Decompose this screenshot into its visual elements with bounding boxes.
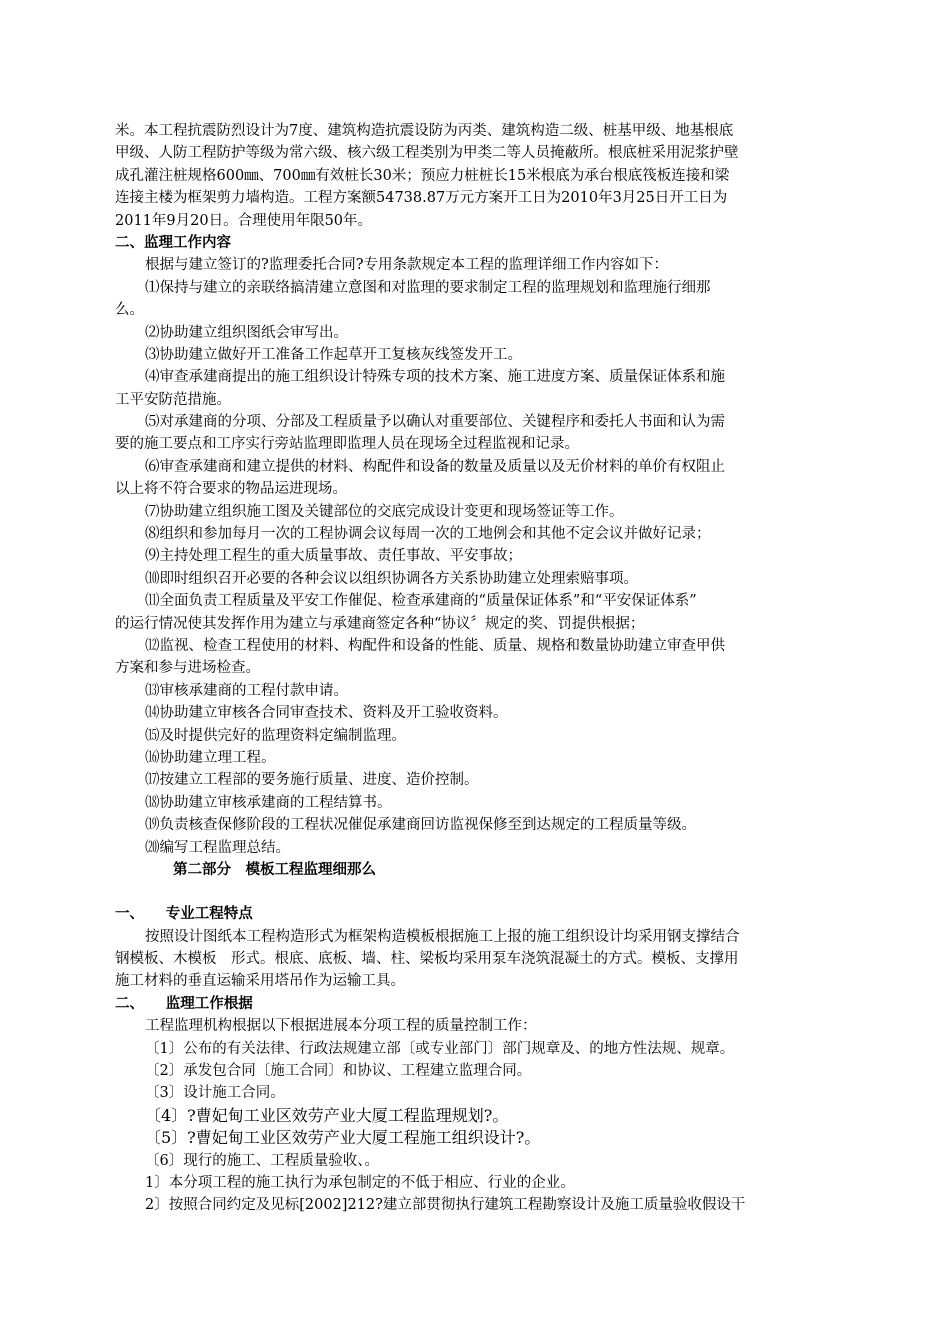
list-item: ⑻组织和参加每月一次的工程协调会议每周一次的工地例会和其他不定会议并做好记录； — [145, 526, 711, 543]
list-item-continuation: 的运行情况使其发挥作用为建立与承建商签定各种“协议〞规定的奖、罚提供根据； — [115, 615, 645, 632]
intro-line: 米。本工程抗震防烈设计为7度、建筑构造抗震设防为丙类、建筑构造二级、桩基甲级、地基根底 — [115, 123, 734, 139]
intro-line: 成孔灌注桩规格600㎜、700㎜有效桩长30米；预应力桩桩长15米根底为承台根底筏板连接和梁 — [115, 167, 730, 184]
list-item-continuation: 以上将不符合要求的物品运进现场。 — [115, 481, 347, 498]
list-item: ⑵协助建立组织图纸会审写出。 — [145, 324, 348, 341]
list-item: ⑴保持与建立的亲联络搞清建立意图和对监理的要求制定工程的监理规划和监理施行细那 — [145, 279, 711, 296]
list-item: ⒀审核承建商的工程付款申请。 — [145, 682, 348, 699]
list-item: ⒃协助建立理工程。 — [145, 749, 276, 766]
basis-item: 〔5〕?曹妃甸工业区效劳产业大厦工程施工组织设计?。 — [145, 1128, 541, 1148]
list-item: ⑹审查承建商和建立提供的材料、构配件和设备的数量及质量以及无价材料的单价有权阻止 — [145, 458, 725, 475]
list-item: ⑿监视、检查工程使用的材料、构配件和设备的性能、质量、规格和数量协助建立审查甲供 — [145, 637, 725, 654]
basis-item: 〔6〕现行的施工、工程质量验收、。 — [145, 1152, 379, 1169]
list-item: ⑷审查承建商提出的施工组织设计特殊专项的技术方案、施工进度方案、质量保证体系和施 — [145, 369, 725, 386]
paragraph: 根据与建立签订的?监理委托合同?专用条款规定本工程的监理详细工作内容如下： — [145, 257, 669, 274]
list-item-continuation: 工平安防范措施。 — [115, 391, 231, 408]
list-item: ⑼主持处理工程生的重大质量事故、责任事故、平安事故； — [145, 548, 522, 565]
document-page — [115, 120, 837, 1217]
basis-item: 〔4〕?曹妃甸工业区效劳产业大厦工程监理规划?。 — [145, 1105, 509, 1125]
list-item: ⒅协助建立审核承建商的工程结算书。 — [145, 794, 392, 811]
intro-line: 连接主楼为框架剪力墙构造。工程方案额54738.87万元方案开工日为2010年3月25日开工日为 — [115, 190, 728, 207]
list-item: ⑶协助建立做好开工准备工作起草开工复核灰线签发开工。 — [145, 346, 522, 363]
paragraph-line: 钢模板、木模板 形式。根底、底板、墙、柱、梁板均采用泵车浇筑混凝土的方式。模板、支撑用 — [115, 951, 739, 968]
basis-item: 〔1〕公布的有关法律、行政法规建立部〔或专业部门〕部门规章及、的地方性法规、规章。 — [145, 1040, 735, 1057]
list-item: ⒁协助建立审核各合同审查技术、资料及开工验收资料。 — [145, 705, 508, 722]
basis-item: 1〕本分项工程的施工执行为承包制定的不低于相应、行业的企业。 — [145, 1174, 575, 1191]
basis-item: 2〕按照合同约定及见标[2002]212?建立部贯彻执行建筑工程勘察设计及施工质量验收假设干 — [145, 1197, 746, 1214]
paragraph: 工程监理机构根据以下根据进展本分项工程的质量控制工作： — [145, 1018, 537, 1035]
list-item: ⑸对承建商的分项、分部及工程质量予以确认对重要部位、关键程序和委托人书面和认为需 — [145, 414, 725, 431]
section-heading: 二、 监理工作根据 — [115, 995, 253, 1012]
spacer — [115, 881, 837, 903]
section-heading: 二、监理工作内容 — [115, 234, 231, 251]
list-item-continuation: 么。 — [115, 302, 144, 319]
list-item-continuation: 要的施工要点和工序实行旁站监理即监理人员在现场全过程监视和记录。 — [115, 436, 579, 453]
list-item: ⑽即时组织召开必要的各种会议以组织协调各方关系协助建立处理索赔事项。 — [145, 570, 638, 587]
paragraph-line: 施工材料的垂直运输采用塔吊作为运输工具。 — [115, 973, 405, 990]
basis-item: 〔2〕承发包合同〔施工合同〕和协议、工程建立监理合同。 — [145, 1063, 532, 1080]
list-item: ⑺协助建立组织施工图及关键部位的交底完成设计变更和现场签证等工作。 — [145, 503, 624, 520]
list-item: ⑾全面负责工程质量及平安工作催促、检查承建商的“质量保证体系”和“平安保证体系” — [145, 593, 697, 610]
basis-item: 〔3〕设计施工合同。 — [145, 1085, 285, 1102]
part-title: 第二部分 模板工程监理细那么 — [173, 861, 376, 878]
paragraph-line: 按照设计图纸本工程构造形式为框架构造模板根据施工上报的施工组织设计均采用钢支撑结合 — [145, 928, 740, 945]
list-item-continuation: 方案和参与进场检查。 — [115, 660, 260, 677]
intro-line: 2011年9月20日。合理使用年限50年。 — [115, 212, 373, 229]
intro-line: 甲级、人防工程防护等级为常六级、核六级工程类别为甲类二等人员掩蔽所。根底桩采用泥浆护壁 — [115, 145, 739, 162]
section-heading: 一、 专业工程特点 — [115, 906, 253, 923]
list-item: ⒆负责核查保修阶段的工程状况催促承建商回访监视保修至到达规定的工程质量等级。 — [145, 817, 696, 834]
list-item: ⒄按建立工程部的要务施行质量、进度、造价控制。 — [145, 772, 479, 789]
list-item: ⒂及时提供完好的监理资料定编制监理。 — [145, 727, 406, 744]
list-item: ⒇编写工程监理总结。 — [145, 839, 290, 856]
